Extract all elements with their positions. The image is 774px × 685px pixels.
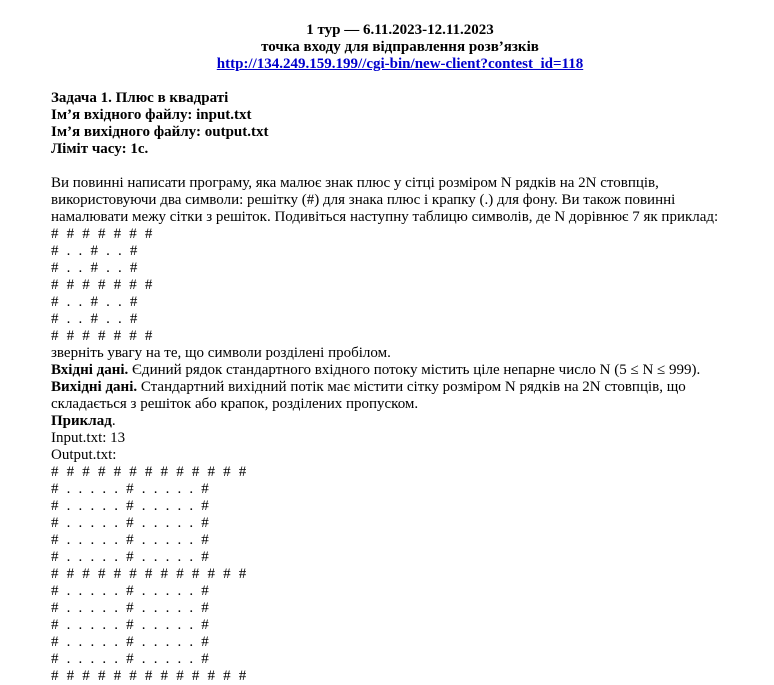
- task-description: Ви повинні написати програму, яка малює знак плюс у сітці розміром N рядків на 2N стовпців, використовуючи два символи: решітку (#) для знака плюс і крапку (.) для фону. Ви також повинні намалювати межу сітки з решіток. Подивіться наступну таблицю символів, де N дорівнює 7 як приклад:: [51, 175, 719, 225]
- grid-row: # # # # # # # # # # # # #: [51, 668, 248, 684]
- output-file-name: Ім’я вихідного файлу: output.txt: [51, 124, 269, 140]
- example-grid-7: [51, 226, 751, 345]
- example-input: Input.txt: 13: [51, 430, 126, 446]
- input-section-text: Єдиний рядок стандартного вхідного потоку містить ціле непарне число N (5 ≤ N ≤ 999).: [128, 362, 701, 378]
- grid-row: # . . # . . #: [51, 243, 139, 259]
- grid-row: # . . # . . #: [51, 260, 139, 276]
- input-file-name: Ім’я вхідного файлу: input.txt: [51, 107, 252, 123]
- task-title: Задача 1. Плюс в квадраті: [51, 90, 229, 106]
- grid-row: # . . . . . # . . . . . #: [51, 481, 210, 497]
- grid-row: # # # # # # #: [51, 328, 154, 344]
- example-label-dot: .: [111, 413, 116, 429]
- grid-row: # . . . . . # . . . . . #: [51, 532, 210, 548]
- grid-row: # . . . . . # . . . . . #: [51, 634, 210, 650]
- time-limit: Ліміт часу: 1с.: [51, 141, 149, 157]
- grid-row: # # # # # # # # # # # # #: [51, 464, 248, 480]
- entry-point-text: точка входу для відправлення розв’язків: [261, 39, 539, 55]
- grid-row: # . . . . . # . . . . . #: [51, 549, 210, 565]
- page: [51, 22, 751, 685]
- separator-note: зверніть увагу на те, що символи розділені пробілом.: [51, 345, 391, 361]
- contest-link[interactable]: http://134.249.159.199//cgi-bin/new-client?contest_id=118: [216, 56, 584, 72]
- example-output-label: Output.txt:: [51, 447, 117, 463]
- grid-row: # . . . . . # . . . . . #: [51, 583, 210, 599]
- grid-row: # . . # . . #: [51, 311, 139, 327]
- grid-row: # . . . . . # . . . . . #: [51, 498, 210, 514]
- example-grid-13: [51, 464, 751, 685]
- output-section-label: Вихідні дані.: [51, 379, 138, 395]
- grid-row: # # # # # # #: [51, 277, 154, 293]
- round-title: 1 тур — 6.11.2023-12.11.2023: [306, 22, 494, 38]
- task-meta: [51, 90, 751, 158]
- grid-row: # # # # # # #: [51, 226, 154, 242]
- input-section: [51, 362, 751, 379]
- example-label: Приклад: [51, 413, 112, 429]
- grid-row: # . . # . . #: [51, 294, 139, 310]
- grid-row: # . . . . . # . . . . . #: [51, 600, 210, 616]
- example-heading: [51, 413, 751, 430]
- grid-row: # . . . . . # . . . . . #: [51, 651, 210, 667]
- output-section-text: Стандартний вихідний потік має містити сітку розміром N рядків на 2N стовпців, що складається з решіток або крапок, розділених пропуском.: [51, 379, 686, 412]
- input-section-label: Вхідні дані.: [51, 362, 129, 378]
- grid-row: # # # # # # # # # # # # #: [51, 566, 248, 582]
- header: [0, 22, 774, 73]
- output-section: [51, 379, 751, 413]
- grid-row: # . . . . . # . . . . . #: [51, 515, 210, 531]
- grid-row: # . . . . . # . . . . . #: [51, 617, 210, 633]
